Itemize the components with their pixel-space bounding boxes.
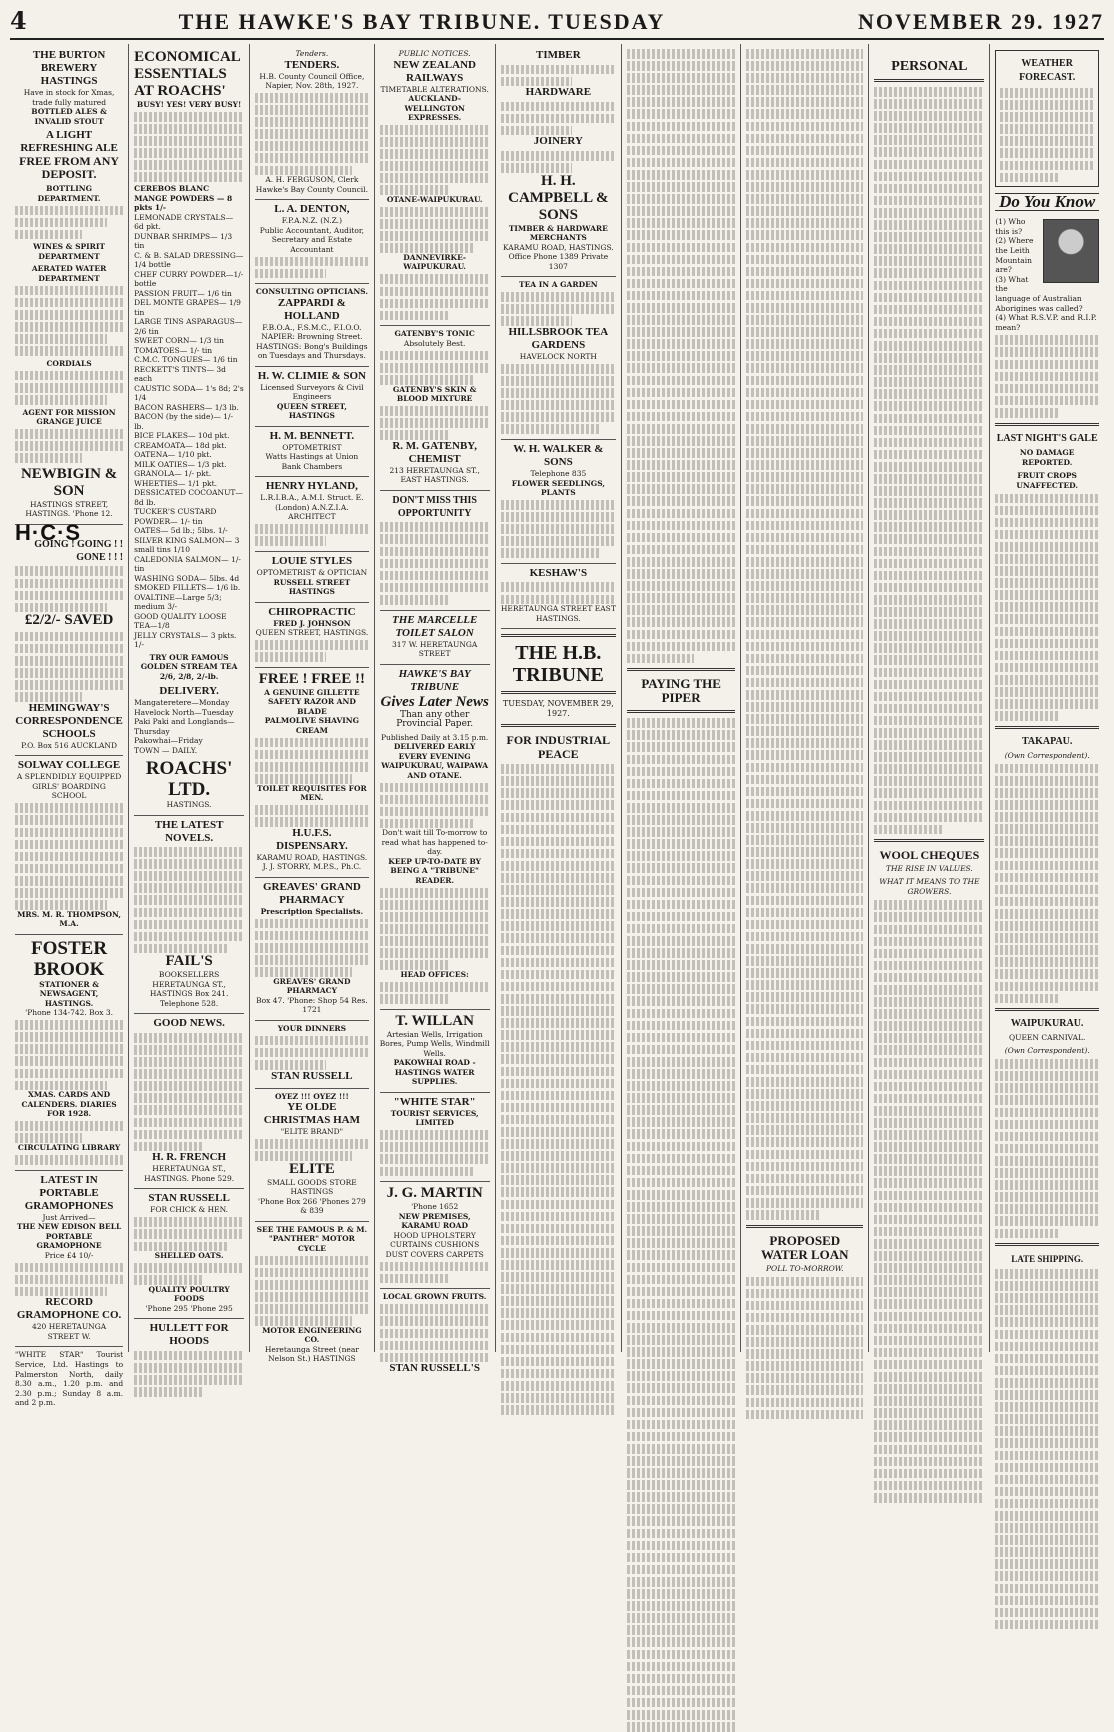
ad-text: BOOKSELLERS: [158, 970, 220, 980]
ad-text: A GENUINE GILLETTE SAFETY RAZOR AND BLADE: [264, 687, 360, 716]
delivery-title: DELIVERY.: [159, 685, 219, 698]
delivery-row: TOWN — DAILY.: [134, 745, 198, 755]
ad-address: Box 47. 'Phone: Shop 54 Res. 1721: [256, 995, 368, 1015]
price-list-title: CEREBOS BLANC MANGE POWDERS — 8 pkts 1/-: [134, 184, 233, 213]
ad-greaves-pharmacy: [255, 878, 369, 1021]
ad-local-fruits: [380, 1289, 490, 1380]
ad-text: DELIVERED EARLY EVERY EVENING: [393, 742, 476, 761]
divider: [627, 710, 735, 713]
ad-heading: Gives Later News: [380, 693, 489, 710]
story-headline: WOOL CHEQUES: [879, 848, 980, 863]
ad-foster-brook: [15, 935, 123, 1171]
ad-firm: ROACHS' LTD.: [145, 758, 233, 801]
column-3: [250, 44, 375, 1364]
ad-phone: 'Phone Box 266 'Phones 279 & 839: [258, 1196, 366, 1216]
ad-heading: A LIGHT REFRESHING ALE: [20, 129, 118, 154]
ad-firm: H. H. CAMPBELL & SONS: [508, 172, 609, 223]
ad-text: FLOWER SEEDLINGS, PLANTS: [511, 478, 605, 497]
ad-title: J. G. MARTIN: [386, 1185, 483, 1202]
story-subhead: FRUIT CROPS UNAFFECTED.: [1016, 470, 1079, 490]
ad-text: TOURIST SERVICES, LIMITED: [390, 1108, 479, 1128]
price-list-item: CALEDONIA SALMON— 1/- tin: [134, 554, 241, 574]
ad-text: WAIPUKURAU, WAIPAWA AND OTANE.: [381, 761, 489, 780]
ad-willan: [380, 1010, 490, 1093]
price-list-item: SWEET CORN— 1/3 tin: [134, 336, 225, 346]
ad-text: "ELITE BRAND": [280, 1127, 344, 1137]
section-headline: PERSONAL: [891, 59, 968, 74]
ad-text: OTANE-WAIPUKURAU.: [386, 195, 483, 205]
ad-heading: HARDWARE: [525, 86, 592, 99]
ad-address: 420 HERETAUNGA STREET W.: [32, 1322, 107, 1341]
price-list-item: OATES— 5d lb.; 5lbs. 1/-: [134, 526, 228, 536]
column-4: [375, 44, 496, 1375]
editorial-body: [501, 764, 616, 1415]
ad-heading: JOINERY: [533, 135, 583, 148]
price-list-item: DESSICATED COCOANUT— 8d lb.: [134, 488, 243, 507]
story-subhead: QUEEN CARNIVAL.: [1008, 1033, 1086, 1043]
ad-railways: [380, 46, 490, 326]
ad-dinners: [255, 1021, 369, 1089]
ad-gramophones: [15, 1171, 123, 1348]
story-headline: LAST NIGHT'S GALE: [996, 432, 1098, 444]
ad-address: PAKOWHAI ROAD - HASTINGS WATER SUPPLIES.: [393, 1058, 476, 1087]
ad-free-razor: [255, 668, 369, 878]
price-list-item: WHEETIES— 1/1 pkt.: [134, 478, 217, 488]
ad-solway-college: [15, 756, 123, 934]
divider: [746, 1225, 863, 1228]
ad-address: HASTINGS.: [166, 800, 212, 810]
ad-firm: R. M. GATENBY, CHEMIST: [392, 439, 477, 465]
price-list-item: LARGE TINS ASPARAGUS— 2/6 tin: [134, 317, 243, 336]
price-list-item: MILK OATIES— 1/3 pkt.: [134, 459, 227, 469]
ad-louie-styles: [255, 552, 369, 603]
ad-text: TIMBER & HARDWARE MERCHANTS: [508, 223, 608, 243]
story-subhead: THE RISE IN VALUES.: [885, 864, 973, 874]
ad-text: THE NEW EDISON BELL PORTABLE GRAMOPHONE: [16, 1222, 122, 1251]
delivery-row: Pakowhai—Friday: [134, 736, 203, 746]
ad-text: F.B.O.A., F.S.M.C., F.I.O.O.: [262, 322, 362, 332]
ad-title: THE BURTON BREWERY HASTINGS: [32, 49, 106, 87]
ad-text: QUALITY POULTRY FOODS: [148, 1284, 230, 1304]
ad-heading: GOING ! GOING ! ! GONE ! ! !: [34, 538, 124, 563]
ad-roachs: [134, 46, 244, 816]
ad-hillsbrook: [501, 277, 616, 440]
editorial-headline: FOR INDUSTRIAL PEACE: [506, 733, 611, 762]
ad-text: XMAS. CARDS AND CALENDERS. DIARIES FOR 1928.: [21, 1090, 117, 1119]
ad-title: YOUR DINNERS: [277, 1023, 347, 1033]
price-list-item: BACON (by the side)— 1/- lb.: [134, 412, 234, 431]
ad-address: HERETAUNGA ST., HASTINGS Box 241. Telephone 528.: [149, 979, 229, 1008]
story-subhead: (Own Correspondent).: [1004, 750, 1090, 760]
ad-title: LATEST IN PORTABLE GRAMOPHONES: [24, 1173, 114, 1212]
ad-title: T. WILLAN: [395, 1012, 474, 1029]
ad-address: QUEEN STREET, HASTINGS.: [255, 628, 369, 638]
ad-address: Watts Hastings at Union Bank Chambers: [265, 452, 359, 471]
quiz-question: (4) What R.S.V.P. and R.I.P. mean?: [995, 313, 1097, 332]
column-8: [869, 44, 990, 1352]
delivery-row: Mangateretere—Monday: [134, 698, 230, 708]
ad-address: HAVELOCK NORTH: [519, 351, 597, 361]
ad-text: Have in stock for Xmas, trade fully matured: [23, 88, 115, 107]
page-columns: [10, 44, 1104, 1408]
price-list-item: JELLY CRYSTALS— 3 pkts. 1/-: [134, 630, 237, 650]
ad-title: TENDERS.: [284, 58, 340, 71]
ad-title: SOLWAY COLLEGE: [17, 759, 121, 772]
ad-firm: W. H. WALKER & SONS: [513, 443, 604, 468]
column-6: [622, 44, 741, 1352]
ad-gatenby: [380, 326, 490, 491]
ad-martin: [380, 1182, 490, 1289]
ad-firm: HILLSBROOK TEA GARDENS: [508, 325, 609, 351]
quiz-question: (1) Who this is?: [995, 217, 1026, 236]
ad-text: Than any other Provincial Paper.: [396, 709, 474, 730]
ad-denton: [255, 200, 369, 284]
ad-phone: 'Phone 295 'Phone 295: [145, 1303, 233, 1313]
ad-text: OPTOMETRIST & OPTICIAN: [256, 568, 368, 578]
ad-title: NEW ZEALAND RAILWAYS: [393, 58, 476, 84]
price-list-item: CHEF CURRY POWDER—1/- bottle: [134, 269, 244, 289]
divider: [501, 724, 616, 727]
divider: [501, 691, 616, 694]
price-list-item: GRANOLA— 1/- pkt.: [134, 469, 212, 479]
ad-address: KARAMU ROAD, HASTINGS.: [256, 852, 368, 862]
ad-section: WINES & SPIRIT DEPARTMENT: [33, 242, 105, 261]
divider: [995, 726, 1099, 729]
story-headline: PAYING THE PIPER: [641, 676, 721, 706]
ad-keshaws: [501, 564, 616, 629]
ad-text: Published Daily at 3.15 p.m.: [381, 732, 489, 742]
ad-stan-russell-poultry: [134, 1189, 244, 1319]
ad-address: NEW PREMISES, KARAMU ROAD: [398, 1211, 471, 1231]
masthead: [10, 6, 1104, 40]
section-label: Tenders.: [295, 49, 329, 58]
ad-address: P.O. Box 516 AUCKLAND: [21, 740, 117, 750]
ad-text: CIRCULATING LIBRARY: [17, 1142, 121, 1152]
ad-address: HASTINGS STREET, HASTINGS. 'Phone 12.: [25, 499, 113, 519]
ad-title: GOOD NEWS.: [153, 1017, 225, 1030]
weather-title: WEATHER FORECAST.: [1019, 58, 1076, 83]
ad-address: HERETAUNGA ST., HASTINGS. Phone 529.: [144, 1164, 235, 1183]
ad-title: LOUIE STYLES: [271, 555, 353, 568]
price-list: [134, 213, 244, 650]
quiz-question: (3) What the language of Australian Aborigines was called?: [995, 274, 1083, 313]
page-number: 4: [10, 6, 27, 35]
story-subhead: NO DAMAGE REPORTED.: [1019, 447, 1075, 467]
quiz-question: (2) Where the Leith Mountain are?: [995, 236, 1034, 275]
ad-title: DON'T MISS THIS OPPORTUNITY: [392, 494, 477, 519]
ad-title: ECONOMICAL ESSENTIALS AT ROACHS': [134, 49, 240, 99]
ad-title: H. W. CLIMIE & SON: [257, 369, 366, 382]
issue-date: NOVEMBER 29. 1927: [857, 9, 1104, 34]
ad-text: Just Arrived—: [42, 1212, 96, 1222]
ad-firm: STAN RUSSELL'S: [389, 1362, 480, 1375]
ad-title: ZAPPARDI & HOLLAND: [277, 296, 346, 322]
column-5: [496, 44, 622, 1352]
story-body: [874, 900, 984, 1502]
ad-opticians: [255, 284, 369, 367]
ad-text: F.P.A.N.Z. (N.Z.): [281, 216, 342, 226]
divider: [874, 79, 984, 82]
ad-text: HOOD UPHOLSTERY CURTAINS CUSHIONS DUST COVERS CARPETS: [385, 1230, 484, 1259]
ad-text: FRED J. JOHNSON: [273, 618, 351, 628]
story-continued: [746, 49, 863, 1220]
ad-firm: STAN RUSSELL: [271, 1069, 353, 1082]
divider: [874, 839, 984, 842]
ad-title: STAN RUSSELL: [148, 1192, 230, 1205]
price-list-item: TOMATOES— 1/- tin: [134, 345, 213, 355]
ad-campbell: [501, 46, 616, 277]
ad-heading: OYEZ !!! OYEZ !!!: [275, 1091, 349, 1101]
weather-box: [995, 50, 1099, 187]
ad-section: BOTTLING DEPARTMENT.: [37, 184, 101, 203]
ad-title: HENRY HYLAND,: [265, 480, 358, 493]
ad-title: LOCAL GROWN FRUITS.: [382, 1292, 487, 1302]
delivery-list: [134, 698, 244, 755]
price-list-item: PASSION FRUIT— 1/6 tin: [134, 288, 232, 298]
editorial-date: TUESDAY, NOVEMBER 29, 1927.: [502, 699, 614, 719]
ad-address: QUEEN STREET, HASTINGS: [276, 401, 347, 421]
ad-text: BOTTLED ALES & INVALID STOUT: [31, 107, 107, 126]
ad-address: 213 HERETAUNGA ST., EAST HASTINGS.: [389, 465, 480, 485]
ad-text: H.B. County Council Office, Napier, Nov. 28th, 1927.: [259, 71, 365, 90]
price-list-item: CAUSTIC SODA— 1's 8d; 2's 1/4: [134, 383, 244, 403]
ad-climie: [255, 367, 369, 427]
do-you-know-title: Do You Know: [995, 193, 1099, 211]
ad-text: KEEP UP-TO-DATE BY BEING A "TRIBUNE" READER.: [388, 856, 482, 885]
ad-phone: Office Phone 1389 Private 1307: [508, 252, 609, 271]
divider: [627, 668, 735, 671]
price-list-item: OATENA— 1/10 pkt.: [134, 450, 212, 460]
ad-burton-brewery: [15, 46, 123, 525]
ad-hcs: [15, 519, 124, 756]
divider: [995, 1243, 1099, 1246]
newspaper-name: THE H.B. TRIBUNE: [512, 642, 604, 687]
ad-title: GATENBY'S TONIC: [394, 329, 475, 339]
price-list-item: TUCKER'S CUSTARD POWDER— 1/- tin: [134, 507, 217, 526]
story-subhead: WHAT IT MEANS TO THE GROWERS.: [879, 877, 980, 897]
ad-section: AGENT FOR MISSION GRANGE JUICE: [22, 407, 116, 427]
ad-latest-novels: [134, 816, 244, 1015]
ad-elite-ham: [255, 1089, 369, 1222]
ad-text: TIMETABLE ALTERATIONS.: [380, 84, 489, 94]
ad-dont-miss: [380, 491, 490, 611]
ad-heading: TIMBER: [536, 49, 581, 61]
ad-text: Public Accountant, Auditor, Secretary and Estate Accountant: [259, 225, 365, 254]
ad-heading: FREE FROM ANY DEPOSIT.: [19, 154, 120, 181]
ad-address: HERETAUNGA STREET EAST HASTINGS.: [500, 604, 616, 623]
story-headline: LATE SHIPPING.: [1011, 1254, 1084, 1265]
ad-firm: HEMINGWAY'S CORRESPONDENCE SCHOOLS: [15, 701, 123, 740]
ad-heading: £2/2/- SAVED: [24, 612, 114, 629]
portrait-photo: [1043, 219, 1099, 283]
ad-firm: MOTOR ENGINEERING CO.: [262, 1325, 362, 1345]
ad-address: NAPIER: Browning Street. HASTINGS: Bong's Buildings on Tuesdays and Thursdays.: [256, 332, 368, 361]
ad-title: THE MARCELLE TOILET SALON: [392, 613, 478, 639]
price-list-item: GOOD QUALITY LOOSE TEA—1/8: [134, 611, 227, 631]
ad-text: TOILET REQUISITES FOR MEN.: [257, 783, 367, 803]
ad-heading: CONSULTING OPTICIANS.: [255, 287, 368, 297]
ad-walker: [501, 440, 616, 564]
ad-address: RUSSELL STREET HASTINGS: [273, 577, 351, 597]
column-9: [990, 44, 1104, 1352]
tenders-section: [255, 46, 369, 200]
price-list-item: SILVER KING SALMON— 3 small tins 1/10: [134, 535, 240, 555]
newspaper-title: THE HAWKE'S BAY TRIBUNE. TUESDAY: [178, 9, 666, 34]
ad-firm: KESHAW'S: [529, 566, 588, 579]
ad-text: SHELLED OATS.: [154, 1251, 224, 1261]
story-headline: WAIPUKURAU.: [1010, 1018, 1084, 1030]
ad-text: SMALL GOODS STORE HASTINGS: [266, 1177, 357, 1197]
ad-title: H. M. BENNETT.: [269, 429, 355, 442]
ad-text: FOR CHICK & HEN.: [150, 1205, 229, 1215]
price-list-item: OVALTINE—Large 5/3; medium 3/-: [134, 592, 222, 612]
ad-firm: H. R. FRENCH: [152, 1151, 227, 1164]
ad-title: GATENBY'S SKIN & BLOOD MIXTURE: [392, 384, 477, 404]
ad-address: Heretaunga Street (near Nelson St.) HASTINGS: [264, 1344, 359, 1364]
price-list-item: SMOKED FILLETS— 1/6 lb.: [134, 583, 241, 593]
ad-title: TEA IN A GARDEN: [519, 280, 598, 290]
price-list-item: RECKETT'S TINTS— 3d each: [134, 364, 226, 384]
ad-title: "WHITE STAR": [393, 1095, 476, 1108]
story-subhead: (Own Correspondent).: [1004, 1046, 1090, 1056]
ad-firm: NEWBIGIN & SON: [20, 465, 118, 499]
story-headline: PROPOSED WATER LOAN: [761, 1232, 849, 1262]
ad-title: HULLETT FOR HOODS: [149, 1322, 229, 1348]
story-body: [874, 87, 984, 834]
ad-text: OPTOMETRIST: [282, 442, 342, 452]
ad-text: Artesian Wells, Irrigation Bores, Pump Wells, Windmill Wells.: [379, 1029, 490, 1058]
ad-text: HEAD OFFICES:: [400, 970, 469, 980]
divider: [995, 423, 1099, 426]
ad-firm: FAIL'S: [165, 953, 213, 970]
ad-hb-tribune: [380, 665, 490, 1010]
ad-text: L.R.I.B.A., A.M.I. Struct. E. (London) A.N.Z.I.A. ARCHITECT: [260, 493, 364, 522]
ad-text: Prescription Specialists.: [260, 906, 364, 916]
ad-marcelle: [380, 611, 490, 665]
ad-text: PALMOLIVE SHAVING CREAM: [264, 716, 360, 735]
ad-title: HAWKE'S BAY TRIBUNE: [398, 667, 471, 693]
ad-title: CHIROPRACTIC: [268, 605, 356, 618]
ad-firm: H.U.F.S. DISPENSARY.: [276, 826, 348, 852]
price-list-item: WASHING SODA— 5lbs. 4d: [134, 573, 240, 583]
ad-phone: Telephone 835: [530, 469, 587, 478]
story-body: [746, 1277, 863, 1420]
ad-firm: GREAVES' GRAND PHARMACY: [273, 976, 351, 996]
ad-sign: A. H. FERGUSON, Clerk Hawke's Bay County Council.: [255, 175, 368, 194]
ad-title: SEE THE FAMOUS P. & M. "PANTHER" MOTOR CYCLE: [256, 1224, 368, 1253]
ad-section: CORDIALS: [46, 358, 92, 368]
hcs-logo: H·C·S: [15, 519, 82, 545]
ad-text: STATIONER & NEWSAGENT, HASTINGS.: [39, 979, 99, 1008]
ad-white-star: [380, 1093, 490, 1182]
ad-text: Absolutely Best.: [403, 338, 466, 348]
ad-address: KARAMU ROAD, HASTINGS.: [502, 242, 614, 252]
divider: [995, 1008, 1099, 1011]
ad-title: YE OLDE CHRISTMAS HAM: [263, 1101, 361, 1127]
ad-good-news: [134, 1014, 244, 1189]
price-list-item: C. & B. SALAD DRESSING— 1/4 bottle: [134, 250, 244, 270]
ad-text: Don't wait till To-morrow to read what has happened to-day.: [381, 828, 488, 857]
ad-text: Price £4 10/-: [44, 1250, 94, 1260]
ad-chiropractic: [255, 603, 369, 668]
price-list-item: BICE FLAKES— 10d pkt.: [134, 431, 230, 441]
ad-firm: RECORD GRAMOPHONE CO.: [16, 1296, 122, 1322]
column-1: [10, 44, 129, 1408]
ad-white-star-service: "WHITE STAR" Tourist Service, Ltd. Hastings to Palmerston North, daily 8.30 a.m., 1.20 p.m. and 2.30 p.m.; Sunday 8 a.m. and 2 p.m.: [15, 1350, 124, 1408]
ad-text: AUCKLAND-WELLINGTON EXPRESSES.: [404, 94, 465, 122]
ad-address: 317 W. HERETAUNGA STREET: [392, 639, 478, 659]
ad-phone: 'Phone 1652: [411, 1202, 459, 1212]
delivery-row: Paki Paki and Longlands—Thursday: [134, 717, 235, 736]
story-subhead: POLL TO-MORROW.: [766, 1263, 844, 1273]
ad-hullett: [134, 1319, 244, 1401]
divider: [501, 634, 616, 637]
ad-title: GREAVES' GRAND PHARMACY: [262, 880, 361, 906]
price-list-item: LEMONADE CRYSTALS— 6d pkt.: [134, 212, 234, 232]
ad-hyland: [255, 477, 369, 552]
ad-text: Licensed Surveyors & Civil Engineers: [260, 382, 364, 402]
ad-title: THE LATEST NOVELS.: [154, 818, 224, 844]
price-list-item: BACON RASHERS— 1/3 lb.: [134, 402, 239, 412]
ad-text: MRS. M. R. THOMPSON, M.A.: [17, 909, 122, 929]
section-label: PUBLIC NOTICES.: [398, 49, 471, 58]
price-list-item: C.M.C. TONGUES— 1/6 tin: [134, 355, 238, 365]
delivery-row: Havelock North—Tuesday: [134, 707, 234, 717]
ad-title: FOSTER BROOK: [31, 937, 108, 980]
price-list-item: DEL MONTE GRAPES— 1/9 tin: [134, 298, 241, 317]
story-headline: TAKAPAU.: [1021, 735, 1073, 747]
ad-title: L. A. DENTON,: [274, 203, 350, 216]
ad-text: TRY OUR FAMOUS GOLDEN STREAM TEA 2/6, 2/8, 2/-lb.: [140, 652, 238, 681]
ad-text: BUSY! YES! VERY BUSY!: [136, 100, 242, 109]
ad-text: A SPLENDIDLY EQUIPPED GIRLS' BOARDING SCHOOL: [16, 772, 122, 801]
price-list-item: CREAMOATA— 18d pkt.: [134, 440, 227, 450]
ad-bennett: [255, 427, 369, 478]
ad-text: DANNEVIRKE-WAIPUKURAU.: [403, 252, 467, 272]
ad-firm: ELITE: [288, 1160, 335, 1177]
editorial-continued: [627, 49, 735, 663]
ad-text: J. J. STORRY, M.P.S., Ph.C.: [262, 862, 362, 872]
ad-panther: [255, 1222, 369, 1369]
ad-section: AERATED WATER DEPARTMENT: [31, 264, 107, 283]
ad-title: FREE ! FREE !!: [258, 670, 366, 687]
story-body: [627, 718, 735, 1731]
column-7: [741, 44, 869, 1352]
column-2: [129, 44, 250, 1352]
price-list-item: DUNBAR SHRIMPS— 1/3 tin: [134, 231, 233, 251]
ad-text: 'Phone 134-742. Box 3.: [25, 1008, 113, 1018]
